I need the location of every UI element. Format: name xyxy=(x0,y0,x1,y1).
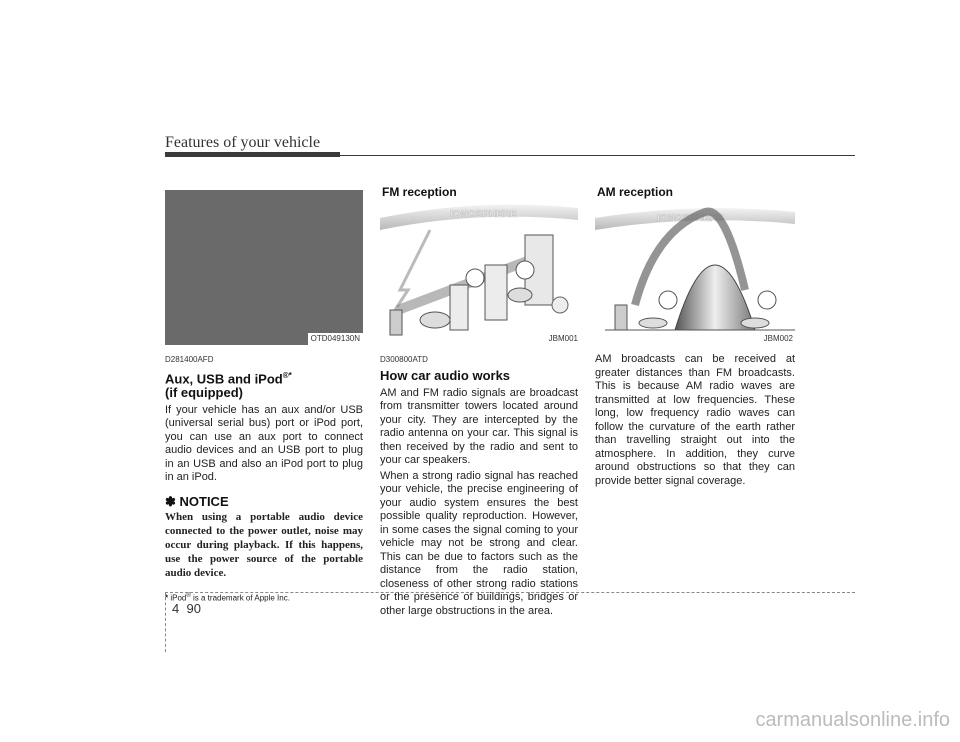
am-illustration xyxy=(595,190,795,345)
header-rule xyxy=(340,155,855,156)
column-aux-usb xyxy=(165,190,363,605)
header-bar xyxy=(165,152,340,157)
section-code-audio: D300800ATD xyxy=(380,355,428,364)
watermark: carmanualsonline.info xyxy=(755,709,950,731)
am-figure-title: AM reception xyxy=(597,185,674,199)
am-para-1: AM broadcasts can be received at greater distances than FM broadcasts. This is because AM radio waves are transmitted at low frequencies. These long, low frequency radio waves can follow the curvature of the earth rather than travelling straight out into the atmosphere. In addition, they curve around obstructions so that they can provide better signal coverage. xyxy=(595,353,795,487)
footnote: * iPod® is a trademark of Apple Inc. xyxy=(165,593,290,603)
aux-usb-photo xyxy=(165,190,363,345)
fm-ionosphere-label: IONOSPHERE xyxy=(450,209,517,220)
notice-body: When using a portable audio device connected to the power outlet, noise may occur during playback. If this happens, use the power source of the portable audio device. xyxy=(165,511,363,580)
section-title-aux: Aux, USB and iPod®* (if equipped) xyxy=(165,370,292,400)
notice-title: ✽ NOTICE xyxy=(165,493,229,509)
footer-rule xyxy=(165,592,855,593)
footer-vertical-rule xyxy=(165,592,166,652)
am-figure-code: JBM002 xyxy=(763,333,793,343)
fm-figure-code: JBM001 xyxy=(548,333,578,343)
column-fm xyxy=(380,185,578,620)
am-reception-figure xyxy=(595,185,793,345)
section-code: D281400AFD xyxy=(165,355,214,364)
fm-figure-title: FM reception xyxy=(382,185,457,199)
column-am xyxy=(595,185,795,490)
audio-para-2: When a strong radio signal has reached your vehicle, the precise engineering of your audio system ensures the best possible quality reproduction. However, in some cases the signal coming to your vehicle may not be strong and clear. This can be due to factors such as the distance from the radio station, closeness of other strong radio stations or the presence of buildings, bridges or other large obstructions in the area. xyxy=(380,469,578,617)
page-number: 4 90 xyxy=(172,601,201,616)
fm-illustration xyxy=(380,190,578,345)
audio-para-1: AM and FM radio signals are broadcast from transmitter towers located around your city. They are intercepted by the radio antenna on your car. This signal is then received by the radio and sent to your car speakers. xyxy=(380,386,578,466)
section-title-audio: How car audio works xyxy=(380,367,511,383)
page-header-title: Features of your vehicle xyxy=(165,134,321,151)
fm-reception-figure xyxy=(380,185,578,345)
photo-code: OTD049130N xyxy=(308,333,363,345)
aux-body: If your vehicle has an aux and/or USB (universal serial bus) port or iPod port, you can use an aux port to connect audio devices and an USB port to plug in an USB and also an iPod port to plug in an iPod. xyxy=(165,403,363,484)
am-ionosphere-label: IONOSPHERE xyxy=(657,213,724,224)
